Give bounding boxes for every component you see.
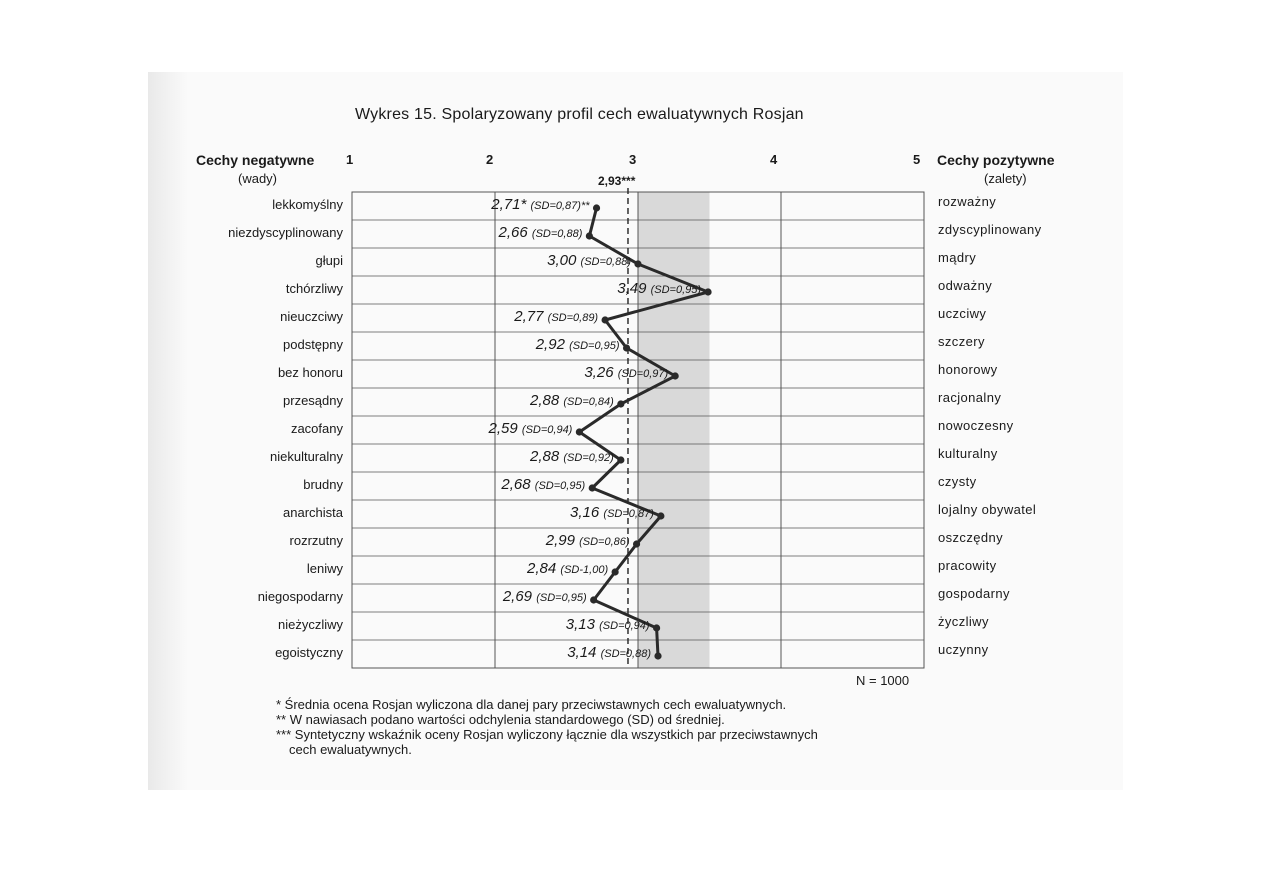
data-label xyxy=(490,196,590,213)
negative-trait-label: lekkomyślny xyxy=(272,197,343,212)
sd-value: (SD=0,88) xyxy=(531,228,583,240)
negative-trait-label: rozrzutny xyxy=(289,533,343,548)
positive-trait-label: kulturalny xyxy=(938,446,998,461)
data-label xyxy=(526,560,608,577)
positive-trait-label: szczery xyxy=(938,334,985,349)
x-tick-label: 5 xyxy=(913,152,921,167)
footnote: cech ewaluatywnych. xyxy=(289,742,412,757)
sd-value: (SD=0,88) xyxy=(580,256,631,268)
negative-trait-label: brudny xyxy=(303,477,343,492)
footnote: * Średnia ocena Rosjan wyliczona dla danej pary przeciwstawnych cech ewaluatywnych. xyxy=(276,697,787,712)
positive-trait-label: honorowy xyxy=(938,362,998,377)
data-label xyxy=(502,588,587,605)
mean-value: 2,88 xyxy=(530,392,564,409)
positive-trait-label: uczciwy xyxy=(938,306,987,321)
overall-index-label: 2,93*** xyxy=(598,174,636,188)
data-label xyxy=(529,448,614,465)
mean-value: 3,14 xyxy=(567,644,601,661)
data-label xyxy=(513,308,598,325)
sd-value: (SD=0,95) xyxy=(569,340,620,352)
sd-value: (SD=0,87)** xyxy=(530,200,590,212)
negative-trait-label: leniwy xyxy=(306,561,343,576)
x-tick-label: 4 xyxy=(770,152,778,167)
negative-trait-label: nieuczciwy xyxy=(280,309,343,324)
mean-value: 3,26 xyxy=(584,364,618,381)
negative-trait-label: niekulturalny xyxy=(270,449,343,464)
negative-trait-label: anarchista xyxy=(283,505,343,520)
data-point xyxy=(623,344,630,351)
positive-trait-label: lojalny obywatel xyxy=(938,502,1037,517)
footnote: ** W nawiasach podano wartości odchylenia standardowego (SD) od średniej. xyxy=(276,712,725,727)
data-point xyxy=(654,652,661,659)
positive-trait-label: odważny xyxy=(938,278,993,293)
sd-value: (SD=0,88) xyxy=(600,648,652,660)
data-point xyxy=(617,400,624,407)
data-point xyxy=(634,260,641,267)
mean-value: 2,68 xyxy=(501,476,535,493)
negative-trait-label: zacofany xyxy=(290,421,343,436)
sd-value: (SD=0,95) xyxy=(536,592,587,604)
negative-traits-header: Cechy negatywne xyxy=(196,152,315,168)
negative-trait-label: bez honoru xyxy=(277,365,343,380)
mean-value: 2,77 xyxy=(514,308,548,325)
footnote: *** Syntetyczny wskaźnik oceny Rosjan wyliczony łącznie dla wszystkich par przeciwstawnych xyxy=(276,727,818,742)
data-point xyxy=(590,596,597,603)
footnotes xyxy=(276,697,818,757)
data-point xyxy=(602,316,609,323)
x-tick-label: 3 xyxy=(629,152,637,167)
positive-trait-label: rozważny xyxy=(938,194,997,209)
sd-value: (SD=0,97) xyxy=(617,368,669,380)
mean-value: 2,88 xyxy=(530,448,564,465)
data-point xyxy=(593,204,600,211)
positive-trait-label: zdyscyplinowany xyxy=(938,222,1042,237)
mean-value: 2,99 xyxy=(545,532,580,549)
sd-value: (SD-1,00) xyxy=(560,564,609,576)
positive-trait-label: uczynny xyxy=(938,642,989,657)
sd-value: (SD=0,95) xyxy=(534,480,586,492)
data-point xyxy=(612,568,619,575)
positive-traits-header: Cechy pozytywne xyxy=(937,152,1055,168)
mean-value: 3,00 xyxy=(547,252,581,269)
data-label xyxy=(535,336,620,353)
negative-trait-label: tchórzliwy xyxy=(285,281,343,296)
negative-trait-label: głupi xyxy=(315,253,343,268)
mean-value: 2,66 xyxy=(498,224,532,241)
data-point xyxy=(633,540,640,547)
data-point xyxy=(672,372,679,379)
data-point xyxy=(653,624,660,631)
positive-trait-label: czysty xyxy=(938,474,977,489)
data-point xyxy=(586,232,593,239)
positive-trait-label: życzliwy xyxy=(938,614,989,629)
sd-value: (SD=0,86) xyxy=(579,536,630,548)
positive-trait-label: mądry xyxy=(938,250,977,265)
mean-value: 3,13 xyxy=(565,616,600,633)
negative-trait-label: podstępny xyxy=(283,337,343,352)
mean-value: 3,16 xyxy=(570,504,604,521)
negative-traits-subheader: (wady) xyxy=(238,171,278,186)
sd-value: (SD=0,94) xyxy=(521,424,573,436)
positive-trait-label: oszczędny xyxy=(938,530,1004,545)
mean-value: 2,84 xyxy=(527,560,561,577)
sd-value: (SD=0,87) xyxy=(603,508,654,520)
x-tick-label: 2 xyxy=(486,152,494,167)
sd-value: (SD=0,95) xyxy=(650,284,702,296)
data-label xyxy=(545,532,630,549)
positive-trait-label: pracowity xyxy=(938,558,997,573)
sample-size-label: N = 1000 xyxy=(856,673,910,688)
positive-trait-label: racjonalny xyxy=(938,390,1002,405)
sd-value: (SD=0,84) xyxy=(563,396,614,408)
mean-value: 2,59 xyxy=(488,420,522,437)
negative-trait-label: nieżyczliwy xyxy=(277,617,343,632)
data-point xyxy=(617,456,624,463)
mean-value: 3,49 xyxy=(617,280,651,297)
sd-value: (SD=0,92) xyxy=(563,452,614,464)
x-tick-label: 1 xyxy=(346,152,354,167)
data-label xyxy=(488,420,573,437)
positive-trait-label: nowoczesny xyxy=(938,418,1014,433)
data-point xyxy=(704,288,711,295)
data-label xyxy=(498,224,583,241)
negative-trait-label: przesądny xyxy=(283,393,343,408)
negative-trait-label: niegospodarny xyxy=(257,589,343,604)
negative-trait-label: niezdyscyplinowany xyxy=(228,225,343,240)
data-label xyxy=(500,476,585,493)
chart-title: Wykres 15. Spolaryzowany profil cech ewaluatywnych Rosjan xyxy=(355,106,804,123)
negative-trait-label: egoistyczny xyxy=(275,645,343,660)
positive-traits-subheader: (zalety) xyxy=(984,171,1027,186)
shaded-band xyxy=(638,192,710,668)
sd-value: (SD=0,94) xyxy=(599,620,650,632)
mean-value: 2,71* xyxy=(491,196,531,213)
data-point xyxy=(576,428,583,435)
data-label xyxy=(529,392,614,409)
data-point xyxy=(657,512,664,519)
mean-value: 2,69 xyxy=(502,588,537,605)
data-point xyxy=(589,484,596,491)
sd-value: (SD=0,89) xyxy=(547,312,599,324)
positive-trait-label: gospodarny xyxy=(938,586,1010,601)
mean-value: 2,92 xyxy=(535,336,570,353)
